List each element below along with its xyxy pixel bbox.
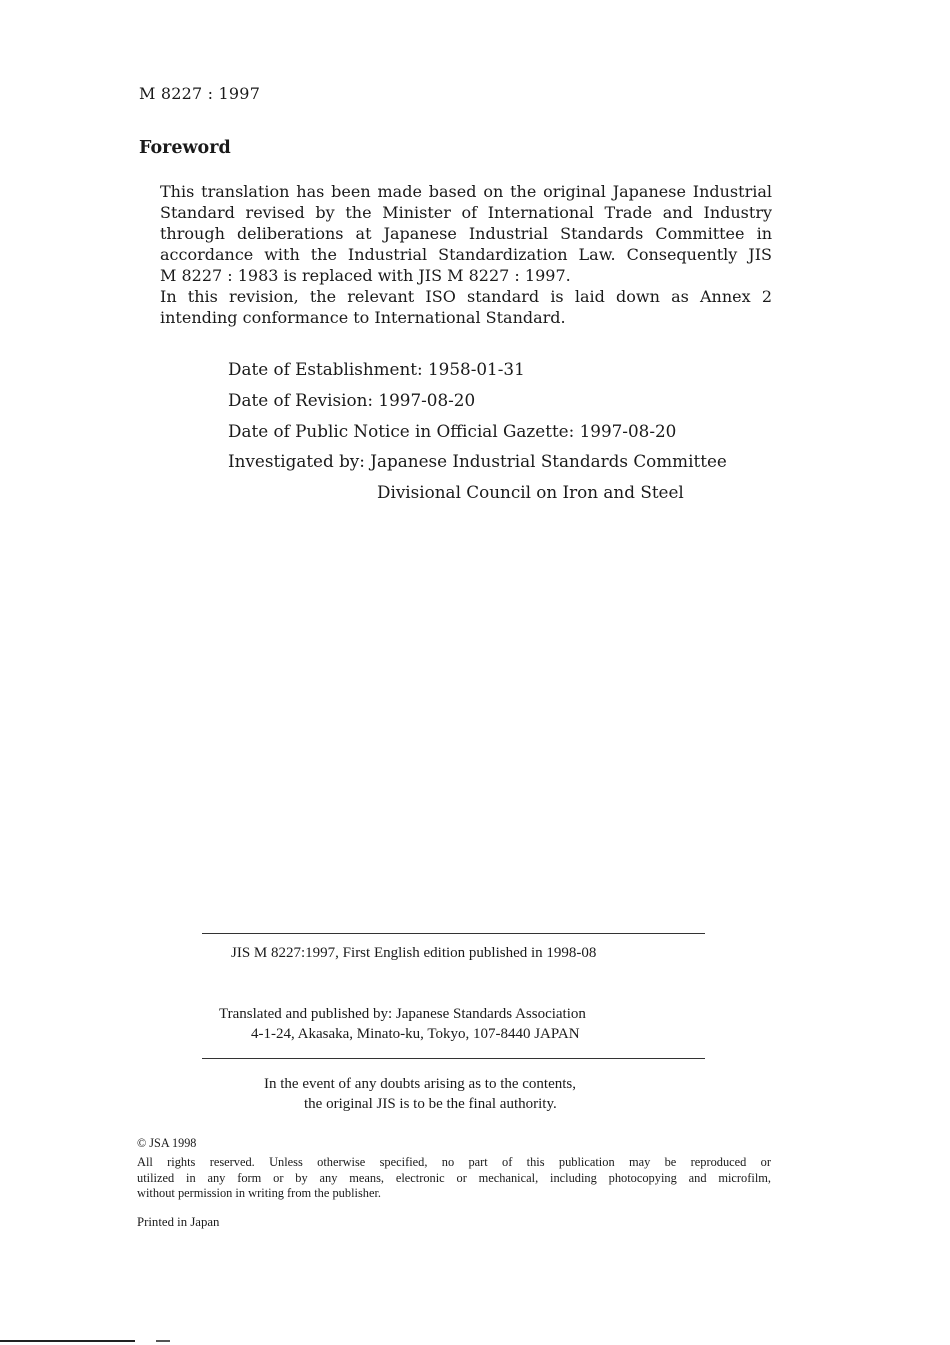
foreword-line: Standard revised by the Minister of International Trade and Industry <box>160 203 772 222</box>
foreword-paragraph <box>160 181 772 328</box>
foreword-line: through deliberations at Japanese Industrial Standards Committee in <box>160 224 772 243</box>
translated-by: Translated and published by: Japanese Standards Association <box>219 1006 586 1022</box>
notice-line-1: In the event of any doubts arising as to the contents, <box>264 1076 577 1092</box>
foreword-line: accordance with the Industrial Standardization Law. Consequently JIS <box>160 245 772 264</box>
edition-info: JIS M 8227:1997, First English edition published in 1998-08 <box>231 945 597 961</box>
printed-in: Printed in Japan <box>137 1215 220 1229</box>
rights-line: All rights reserved. Unless otherwise specified, no part of this publication may be reproduced or <box>137 1155 771 1169</box>
foreword-line: This translation has been made based on the original Japanese Industrial <box>160 182 772 201</box>
rights-line: utilized in any form or by any means, electronic or mechanical, including photocopying and microfilm, <box>137 1170 771 1185</box>
document-code: M 8227 : 1997 <box>139 84 261 103</box>
rights-line: without permission in writing from the publisher. <box>137 1186 382 1200</box>
page-edge-dash <box>156 1340 170 1342</box>
copyright-line: © JSA 1998 <box>137 1136 197 1150</box>
divider-bottom <box>202 1058 705 1059</box>
rights-statement <box>137 1155 771 1202</box>
foreword-line: In this revision, the relevant ISO standard is laid down as Annex 2 <box>160 287 772 306</box>
foreword-line: M 8227 : 1983 is replaced with JIS M 8227 : 1997. <box>160 266 571 285</box>
foreword-line: intending conformance to International Standard. <box>160 308 566 327</box>
divisional-council: Divisional Council on Iron and Steel <box>377 482 684 502</box>
page-edge-mark <box>0 1340 135 1342</box>
investigated-by: Investigated by: Japanese Industrial Standards Committee <box>228 451 727 471</box>
date-of-public-notice: Date of Public Notice in Official Gazette: 1997-08-20 <box>228 421 677 441</box>
publisher-address: 4-1-24, Akasaka, Minato-ku, Tokyo, 107-8440 JAPAN <box>251 1026 580 1042</box>
date-of-establishment: Date of Establishment: 1958-01-31 <box>228 359 525 379</box>
date-of-revision: Date of Revision: 1997-08-20 <box>228 390 476 410</box>
notice-line-2: the original JIS is to be the final authority. <box>304 1096 557 1112</box>
divider-top <box>202 933 705 934</box>
foreword-title: Foreword <box>139 138 231 158</box>
